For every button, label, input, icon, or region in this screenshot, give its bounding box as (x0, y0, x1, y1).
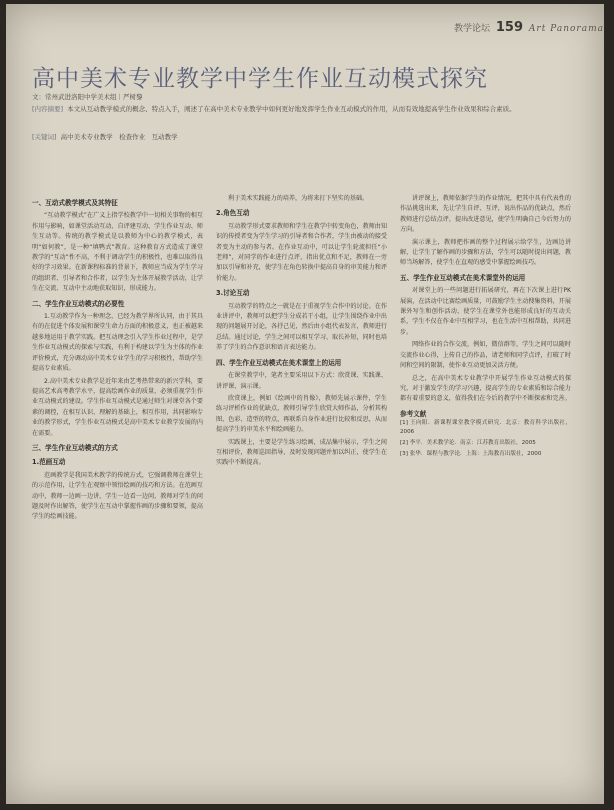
journal-page (6, 4, 604, 804)
text-column-1 (32, 194, 203, 776)
section-heading: 五、学生作业互动模式在美术课堂外的运用 (400, 273, 526, 282)
subsection-heading: 3.讨论互动 (216, 289, 250, 298)
paragraph: 在课堂教学中，笔者主要采用以下方式：欣赏课、实践课、讲评课、演示课。 (216, 372, 387, 390)
text-column-3 (400, 194, 571, 776)
article-author: 文：常州武进洛阳中学美术组｜严树黎 (32, 93, 143, 101)
keywords-text: 高中美术专业教学 检查作业 互动教学 (60, 133, 178, 141)
subsection-heading: 1.范画互动 (32, 458, 66, 467)
subsection-heading: 2.角色互动 (216, 209, 250, 218)
paragraph: 互动教学形式要求教师和学生在教学中转变角色，教师由知识的传授者变为学生学习的引导者和合作者，学生由被动的接受者变为主动的参与者。在作业互动中，可以让学生轮流担任“小老师”，对同学的作业进行点评，指出优点和不足，教师在一旁加以引导和补充，使学生在角色转换中提高自身的审美能力和评价能力。 (216, 222, 387, 282)
paragraph: 欣赏课上，例如《绘画中的肖像》，教师先展示课件，学生练习评析作业的优缺点，教师引导学生欣赏大师作品，分析其构图、色彩、造型的特点，再联系自身作业进行比较和反思，从而提高学生的审美水平和绘画能力。 (216, 394, 387, 434)
abstract-label: [内容摘要] (32, 105, 64, 113)
section-label: 教学论坛 (454, 24, 491, 34)
reference-item: [2] 李平．美术教学论．南京：江苏教育出版社，2005 (400, 440, 536, 447)
section-heading: 一、互动式教学模式及其特征 (32, 199, 118, 207)
article-abstract (32, 104, 584, 114)
page-number: 159 (495, 20, 524, 35)
paragraph: 演示课上，教师把作画的整个过程展示给学生，边画边讲解，让学生了解作画的步骤和方法，学生可以随时提出问题，教师当场解答，使学生在直观的感受中掌握绘画技巧。 (400, 238, 571, 267)
article-keywords (32, 132, 584, 142)
article-title: 高中美术专业教学中学生作业互动模式探究 (32, 66, 488, 92)
references-heading: 参考文献 (400, 409, 427, 418)
reference-item: [1] 王向阳．新课程课堂教学模式研究．北京：教育科学出版社，2006 (400, 420, 571, 436)
paragraph: 总之，在高中美术专业教学中开展学生作业互动模式的探究，对于激发学生的学习兴趣，提高学生的专业素质和综合能力都有着重要的意义，值得我们在今后的教学中不断探索和完善。 (400, 374, 571, 403)
paragraph: 互动教学的特点之一就是在于重视学生合作中的讨论。在作业讲评中，教师可以把学生分成若干小组，让学生围绕作业中出现的问题展开讨论，各抒己见，然后由小组代表发言，教师进行总结。通过讨论，学生之间可以相互学习、取长补短，同时也培养了学生的合作意识和语言表达能力。 (216, 302, 387, 352)
paragraph: 范画教学是我国美术教学的传统方式，它强调教师在课堂上的示范作用，让学生在观察中领悟绘画的技巧和方法。在范画互动中，教师一边画一边讲，学生一边看一边问，教师对学生的问题及时作出解答，使学生在互动中掌握作画的步骤和要领，提高学生的绘画技能。 (32, 471, 203, 521)
paragraph: 网络作业的合作交流，例如，微信群等，学生之间可以随时交流作业心得，上传自己的作品，请老师和同学点评，打破了时间和空间的限制，使作业互动更加灵活方便。 (400, 341, 571, 370)
paragraph: 实践课上，主要是学生练习绘画，成品集中展示，学生之间互相评价，教师巡回指导，及时发现问题并加以纠正，使学生在实践中不断提高。 (216, 438, 387, 467)
paragraph: 2.高中美术专业教学是近年来由艺考热带来的新兴学科，要提高艺术高考教学水平，提高绘画作业的质量，必须重视学生作业互动模式的建设。学生作业互动模式是通过师生对课堂各个要素的调控，在相互认识、理解的基础上，相互作用，共同影响专业的教学形式，学生作业互动模式是高中美术专业教学发展的内在需要。 (32, 377, 203, 437)
reference-item: [3] 张华．课程与教学论．上海：上海教育出版社，2000 (400, 451, 542, 458)
keywords-label: [关键词] (32, 133, 57, 141)
paragraph: 1.互动教学作为一种理念，已经为教学界所认同，由于其具有的在促进个体发展和课堂生命力方面的积极意义，也正被越来越多地运用于教学实践。把互动理念引入学生作业过程中，是学生作业互动模式的探索与实践，有利于构建以学生为主体的作业评价模式，充分调动高中美术专业学生的学习积极性，帮助学生提高专业素质。 (32, 313, 203, 373)
paragraph: “互动教学模式”在广义上指学校教学中一切相关事物的相互作用与影响，如课堂活动互动、自评建互动、学生作业互动、师生互动等。传统的教学模式是以教师为中心的教学模式，表明“如何教”，是一种“填鸭式”教育。这种教育方式造成了课堂教学的“互动”性不高，不利于调动学生的积极性，也难以取得良好的学习效果。在新课程标准的背景下，教师应当成为学生学习的组织者、引导者和合作者，以学生为主体开展教学活动，让学生在交流、互动中主动地获取知识，形成能力。 (32, 212, 203, 293)
abstract-text: 本文从互动教学模式的概念、特点入手，阐述了在高中美术专业教学中如何更好地发挥学生作业互动模式的作用，从而有效地提高学生作业效果和综合素质。 (67, 105, 516, 113)
running-header (454, 20, 604, 35)
section-heading: 二、学生作业互动模式的必要性 (32, 299, 125, 308)
text-column-2 (216, 194, 387, 776)
paragraph: 对课堂上的一些问题进行拓展研究，再在下次课上进行PK展演，在活动中比赛绘画质量，可鼓励学生主动搜集资料，开展课外写生和创作活动，使学生在课堂外也能形成良好的互动关系，学生不仅在作业中互相学习，也在生活中互相帮助，共同进步。 (400, 287, 571, 336)
paragraph: 利于美术实践能力的培养，为将来打下坚实的基础。 (228, 195, 369, 202)
magazine-name: Art Panorama (528, 24, 604, 34)
paragraph: 讲评课上，教师依据学生的作业情况，把其中具有代表性的作品挑选出来，先让学生自评、互评，说出作品的优缺点，然后教师进行总结点评，提出改进意见，使学生明确自己今后努力的方向。 (400, 195, 571, 234)
section-heading: 三、学生作业互动模式的方式 (32, 443, 118, 452)
section-heading: 四、学生作业互动模式在美术课堂上的运用 (216, 358, 342, 367)
